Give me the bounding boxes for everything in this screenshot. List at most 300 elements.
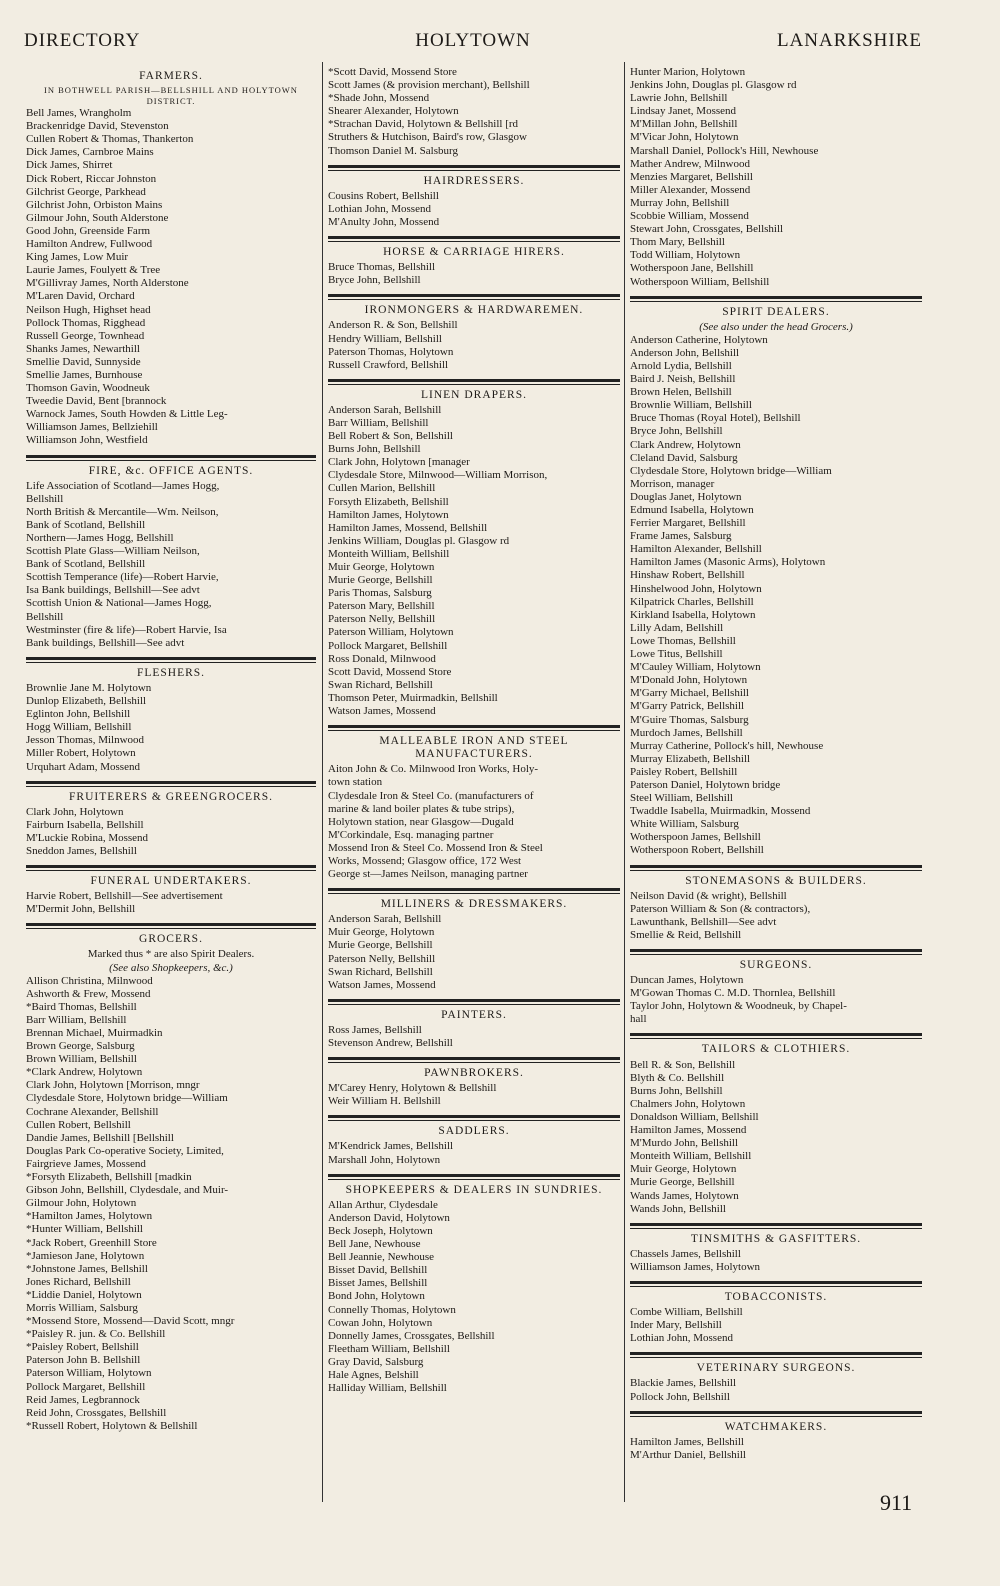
directory-section [630, 1411, 922, 1462]
section-divider [328, 1174, 620, 1180]
section-heading: HAIRDRESSERS. [423, 174, 525, 187]
directory-entry: *Strachan David, Holytown & Bellshill [rd [328, 118, 519, 131]
section-heading: FRUITERERS & GREENGROCERS. [69, 790, 273, 803]
directory-entry: Ross Donald, Milnwood [328, 652, 436, 665]
directory-entry: Cullen Marion, Bellshill [328, 482, 436, 495]
directory-section [630, 1281, 922, 1345]
directory-entry: *Jack Robert, Greenhill Store [26, 1236, 157, 1249]
directory-entry: Thomson Peter, Muirmadkin, Bellshill [328, 691, 498, 704]
directory-entry: Pollock John, Bellshill [630, 1390, 730, 1403]
section-heading: MALLEABLE IRON AND STEEL MANUFACTURERS. [379, 735, 569, 761]
directory-entry: Brown Helen, Bellshill [630, 386, 732, 399]
directory-entry: Bryce John, Bellshill [328, 274, 421, 287]
directory-entry: Gilmour John, South Alderstone [26, 211, 169, 224]
directory-entry: Thom Mary, Bellshill [630, 236, 725, 249]
directory-entry: Hinshaw Robert, Bellshill [630, 569, 745, 582]
directory-section [328, 1057, 620, 1108]
directory-entry: Clark John, Holytown [26, 805, 124, 818]
directory-entry: Bruce Thomas (Royal Hotel), Bellshill [630, 412, 801, 425]
directory-entry: Paterson Nelly, Bellshill [328, 613, 436, 626]
directory-entry: Clark John, Holytown [Morrison, mngr [26, 1079, 200, 1092]
directory-section [328, 725, 620, 881]
section-heading: FIRE, &c. OFFICE AGENTS. [88, 464, 254, 477]
section-divider [630, 1223, 922, 1229]
directory-entry: Beck Joseph, Holytown [328, 1224, 433, 1237]
directory-entry: Hinshelwood John, Holytown [630, 582, 762, 595]
directory-entry: Todd William, Holytown [630, 249, 741, 262]
directory-entry: Murie George, Bellshill [630, 1176, 735, 1189]
directory-entry: Stevenson Andrew, Bellshill [328, 1037, 453, 1049]
directory-entry: *Paisley Robert, Bellshill [26, 1341, 139, 1354]
directory-entry: Good John, Greenside Farm [26, 224, 151, 237]
section-heading: MILLINERS & DRESSMAKERS. [380, 898, 568, 911]
directory-entry: Pollock Thomas, Rigghead [26, 316, 146, 329]
directory-entry: Smellie James, Burnhouse [26, 368, 143, 381]
directory-entry: Jenkins William, Douglas pl. Glasgow rd [328, 534, 510, 547]
directory-entry: Neilson Hugh, Highset head [26, 303, 151, 316]
directory-entry: *Clark Andrew, Holytown [26, 1066, 143, 1079]
directory-entry: Jones Richard, Bellshill [26, 1275, 131, 1288]
directory-section [26, 70, 316, 448]
directory-entry: Lindsay Janet, Mossend [630, 105, 737, 118]
directory-entry: Bell Robert & Son, Bellshill [328, 430, 453, 443]
section-divider [630, 1281, 922, 1287]
section-heading: HORSE & CARRIAGE HIRERS. [383, 246, 565, 259]
directory-entry: Hale Agnes, Belshill [328, 1368, 419, 1381]
directory-entry: Brackenridge David, Stevenston [26, 120, 169, 133]
directory-entry: Blackie James, Bellshill [630, 1377, 737, 1390]
directory-entry: Edmund Isabella, Holytown [630, 504, 754, 516]
column-2 [328, 66, 620, 1395]
directory-section [328, 294, 620, 371]
directory-entry: Bell R. & Son, Bellshill [630, 1058, 736, 1071]
directory-entry: Paris Thomas, Salsburg [328, 587, 432, 600]
directory-entry: Works, Mossend; Glasgow office, 172 West [328, 854, 522, 867]
directory-entry: Bell James, Wrangholm [26, 107, 132, 120]
section-heading: STONEMASONS & BUILDERS. [685, 874, 867, 887]
directory-entry: Gibson John, Bellshill, Clydesdale, and Muir- [26, 1184, 229, 1197]
directory-entry: Donaldson William, Bellshill [630, 1110, 759, 1123]
directory-entry: M'Murdo John, Bellshill [630, 1137, 739, 1150]
directory-entry: Connelly Thomas, Holytown [328, 1303, 456, 1316]
directory-entry: Bank of Scotland, Bellshill [26, 558, 146, 571]
directory-entry: Twaddle Isabella, Muirmadkin, Mossend [630, 805, 811, 818]
directory-entry: Eglinton John, Bellshill [26, 708, 131, 721]
directory-entry: Cousins Robert, Bellshill [328, 189, 439, 202]
directory-entry: Lowe Thomas, Bellshill [630, 634, 736, 647]
directory-entry: Thomson Gavin, Woodneuk [26, 382, 150, 395]
directory-section [630, 949, 922, 1026]
section-divider [328, 379, 620, 385]
directory-entry: Smellie David, Sunnyside [26, 355, 141, 368]
directory-entry: marine & land boiler plates & tube strips), [328, 802, 515, 815]
directory-entry: Tweedie David, Bent [brannock [26, 395, 167, 408]
directory-entry: M'Arthur Daniel, Bellshill [630, 1448, 746, 1461]
directory-entry: Ashworth & Frew, Mossend [26, 987, 151, 1000]
section-divider [630, 1411, 922, 1417]
directory-entry: Laurie James, Foulyett & Tree [26, 264, 161, 277]
section-note: Marked thus * are also Spirit Dealers. [87, 948, 255, 961]
section-divider [630, 865, 922, 871]
directory-entry: Taylor John, Holytown & Woodneuk, by Chapel- [630, 1000, 847, 1013]
directory-entry: Clydesdale Iron & Steel Co. (manufacturers of [328, 789, 534, 802]
directory-entry: Life Association of Scotland—James Hogg, [26, 479, 220, 492]
section-heading: TAILORS & CLOTHIERS. [701, 1043, 851, 1056]
directory-section [630, 865, 922, 942]
directory-section [328, 1174, 620, 1396]
directory-entry: Northern—James Hogg, Bellshill [26, 532, 174, 544]
directory-entry: Cullen Robert, Bellshill [26, 1118, 131, 1131]
directory-entry: Kilpatrick Charles, Bellshill [630, 595, 754, 608]
directory-entry: Lilly Adam, Bellshill [630, 621, 724, 634]
directory-entry: Pollock Margaret, Bellshill [26, 1380, 146, 1393]
directory-entry: Murie George, Bellshill [328, 939, 433, 952]
directory-entry: Clydesdale Store, Holytown bridge—William [630, 464, 832, 477]
directory-entry: Cullen Robert & Thomas, Thankerton [26, 133, 194, 146]
section-heading: TINSMITHS & GASFITTERS. [690, 1232, 862, 1245]
directory-entry: Clydesdale Store, Holytown bridge—William [26, 1092, 228, 1105]
section-heading: SHOPKEEPERS & DEALERS IN SUNDRIES. [345, 1183, 603, 1196]
directory-section [328, 165, 620, 229]
directory-entry: Shearer Alexander, Holytown [328, 105, 459, 118]
directory-section [328, 888, 620, 992]
directory-entry: M'Luckie Robina, Mossend [26, 831, 149, 844]
directory-section [26, 455, 316, 650]
directory-section [630, 66, 922, 289]
section-heading: FUNERAL UNDERTAKERS. [90, 875, 252, 888]
directory-entry: Hamilton James (Masonic Arms), Holytown [630, 556, 826, 569]
directory-entry: Warnock James, South Howden & Little Leg- [26, 408, 228, 421]
section-subheading: IN BOTHWELL PARISH—BELLSHILL AND HOLYTOWN DISTRICT. [44, 85, 298, 107]
page-header [24, 30, 922, 56]
directory-entry: Morrison, manager [630, 477, 715, 490]
directory-entry: Dick Robert, Riccar Johnston [26, 172, 157, 185]
directory-entry: Williamson James, Holytown [630, 1260, 761, 1273]
directory-entry: Watson James, Mossend [328, 978, 436, 991]
directory-entry: Hamilton James, Holytown [328, 508, 449, 521]
directory-entry: Lawunthank, Bellshill—See advt [630, 915, 777, 928]
column-divider [322, 62, 323, 1502]
directory-entry: Paterson William & Son (& contractors), [630, 902, 811, 915]
section-divider [26, 865, 316, 871]
directory-entry: M'Guire Thomas, Salsburg [630, 713, 749, 726]
directory-entry: *Forsyth Elizabeth, Bellshill [madkin [26, 1171, 192, 1184]
section-heading: TOBACCONISTS. [724, 1290, 828, 1303]
header-town: HOLYTOWN [415, 30, 531, 51]
directory-entry: Arnold Lydia, Bellshill [630, 359, 732, 372]
section-crossref: (See also Shopkeepers, &c.) [109, 961, 233, 974]
section-heading: LINEN DRAPERS. [420, 388, 527, 401]
directory-entry: M'Garry Patrick, Bellshill [630, 700, 745, 713]
directory-entry: Frame James, Salsburg [630, 530, 732, 543]
directory-section [26, 657, 316, 774]
directory-entry: Burns John, Bellshill [328, 443, 421, 456]
directory-entry: Bryce John, Bellshill [630, 425, 723, 438]
directory-entry: *Hunter William, Bellshill [26, 1223, 143, 1236]
directory-entry: Donnelly James, Crossgates, Bellshill [328, 1329, 495, 1342]
column-divider [624, 62, 625, 1502]
directory-entry: M'Carey Henry, Holytown & Bellshill [328, 1082, 497, 1095]
directory-entry: Paterson Nelly, Bellshill [328, 952, 436, 965]
section-divider [328, 236, 620, 242]
directory-entry: Fleetham William, Bellshill [328, 1342, 450, 1355]
directory-entry: Lothian John, Mossend [630, 1332, 733, 1345]
directory-entry: *Hamilton James, Holytown [26, 1210, 153, 1223]
directory-section [26, 781, 316, 858]
directory-entry: Lawrie John, Bellshill [630, 92, 728, 105]
directory-entry: Dandie James, Bellshill [Bellshill [26, 1131, 174, 1144]
directory-entry: Hogg William, Bellshill [26, 721, 132, 734]
directory-entry: Wotherspoon James, Bellshill [630, 831, 761, 844]
directory-entry: Scottish Temperance (life)—Robert Harvie, [26, 571, 219, 584]
directory-section [630, 296, 922, 858]
directory-entry: Neilson David (& wright), Bellshill [630, 889, 787, 902]
directory-section [328, 379, 620, 718]
directory-entry: Lothian John, Mossend [328, 202, 431, 215]
directory-entry: Baird J. Neish, Bellshill [630, 373, 736, 386]
directory-entry: Watson James, Mossend [328, 705, 436, 718]
directory-entry: *Paisley R. jun. & Co. Bellshill [26, 1328, 166, 1341]
directory-entry: Thomson Daniel M. Salsburg [328, 144, 458, 157]
directory-entry: Jenkins John, Douglas pl. Glasgow rd [630, 79, 797, 92]
directory-entry: town station [328, 776, 383, 789]
directory-entry: Bruce Thomas, Bellshill [328, 261, 436, 274]
directory-entry: *Liddie Daniel, Holytown [26, 1288, 142, 1301]
directory-entry: Paterson John B. Bellshill [26, 1354, 141, 1367]
directory-entry: Swan Richard, Bellshill [328, 965, 433, 978]
section-divider [630, 949, 922, 955]
directory-entry: *Mossend Store, Mossend—David Scott, mngr [26, 1315, 235, 1328]
section-divider [26, 455, 316, 461]
section-divider [328, 1115, 620, 1121]
directory-entry: Lowe Titus, Bellshill [630, 648, 723, 661]
directory-entry: Clark Andrew, Holytown [630, 438, 741, 451]
directory-section [328, 236, 620, 287]
directory-entry: Reid James, Legbrannock [26, 1393, 140, 1406]
directory-entry: Murdoch James, Bellshill [630, 726, 743, 739]
directory-entry: White William, Salsburg [630, 818, 739, 831]
header-directory: DIRECTORY [24, 30, 141, 51]
directory-entry: King James, Low Muir [26, 251, 129, 264]
directory-entry: Brennan Michael, Muirmadkin [26, 1027, 163, 1039]
directory-entry: Westminster (fire & life)—Robert Harvie, Isa [26, 623, 227, 636]
directory-entry: Wotherspoon Jane, Bellshill [630, 262, 754, 275]
directory-entry: Wotherspoon William, Bellshill [630, 275, 770, 288]
directory-entry: M'Dermit John, Bellshill [26, 903, 136, 916]
section-divider [630, 1352, 922, 1358]
directory-entry: Murray John, Bellshill [630, 196, 730, 209]
directory-entry: Dick James, Shirret [26, 159, 113, 172]
directory-entry: Russell George, Townhead [26, 329, 145, 342]
directory-entry: Scott David, Mossend Store [328, 665, 452, 678]
directory-entry: Williamson James, Bellziehill [26, 421, 158, 434]
directory-entry: Sneddon James, Bellshill [26, 844, 137, 857]
section-heading: SPIRIT DEALERS. [722, 305, 830, 318]
section-heading: IRONMONGERS & HARDWAREMEN. [364, 304, 584, 317]
directory-entry: Stewart John, Crossgates, Bellshill [630, 223, 784, 236]
directory-section [26, 865, 316, 916]
directory-entry: Kirkland Isabella, Holytown [630, 608, 756, 621]
directory-entry: hall [630, 1013, 647, 1026]
directory-entry: Jesson Thomas, Milnwood [26, 734, 145, 747]
directory-entry: Allan Arthur, Clydesdale [328, 1198, 438, 1211]
section-crossref: (See also under the head Grocers.) [699, 320, 853, 333]
directory-section [328, 1115, 620, 1166]
directory-entry: M'Gowan Thomas C. M.D. Thornlea, Bellshill [630, 987, 836, 1000]
directory-entry: Barr William, Bellshill [328, 416, 429, 429]
section-heading: VETERINARY SURGEONS. [696, 1362, 856, 1375]
directory-entry: Scottish Union & National—James Hogg, [26, 597, 212, 610]
directory-entry: Gilchrist George, Parkhead [26, 185, 146, 198]
directory-entry: Bell Jane, Newhouse [328, 1238, 421, 1251]
directory-entry: Anderson Sarah, Bellshill [328, 403, 442, 416]
directory-entry: M'Cauley William, Holytown [630, 661, 761, 674]
directory-section [630, 1223, 922, 1274]
directory-entry: Brown George, Salsburg [26, 1040, 135, 1053]
directory-entry: Douglas Janet, Holytown [630, 490, 742, 503]
directory-entry: M'Gillivray James, North Alderstone [26, 277, 189, 290]
directory-entry: Brownlie William, Bellshill [630, 399, 752, 412]
directory-entry: *Jamieson Jane, Holytown [26, 1249, 145, 1262]
directory-entry: M'Kendrick James, Bellshill [328, 1140, 454, 1153]
directory-entry: Morris William, Salsburg [26, 1301, 138, 1314]
directory-entry: M'Vicar John, Holytown [630, 131, 739, 144]
section-divider [630, 296, 922, 302]
directory-entry: Gilchrist John, Orbiston Mains [26, 198, 163, 211]
directory-entry: Hamilton Alexander, Bellshill [630, 543, 762, 556]
directory-entry: Bisset James, Bellshill [328, 1277, 428, 1290]
directory-entry: Murray Catherine, Pollock's hill, Newhouse [630, 739, 824, 752]
directory-entry: Wands James, Holytown [630, 1189, 739, 1202]
directory-entry: Hamilton Andrew, Fullwood [26, 238, 153, 251]
directory-entry: *Russell Robert, Holytown & Bellshill [26, 1419, 198, 1432]
section-divider [328, 999, 620, 1005]
directory-entry: Wands John, Bellshill [630, 1202, 726, 1215]
section-heading: FARMERS. [139, 70, 203, 82]
page-number: 911 [880, 1490, 913, 1515]
header-county: LANARKSHIRE [776, 30, 922, 51]
directory-entry: Paisley Robert, Bellshill [630, 765, 738, 778]
directory-entry: Brown William, Bellshill [26, 1053, 137, 1066]
directory-entry: Hendry William, Bellshill [328, 332, 442, 345]
section-heading: SURGEONS. [739, 959, 813, 971]
directory-entry: Smellie & Reid, Bellshill [630, 928, 742, 941]
directory-entry: Mather Andrew, Milnwood [630, 157, 750, 170]
directory-entry: Hamilton James, Mossend [630, 1124, 747, 1137]
directory-entry: George st—James Neilson, managing partner [328, 868, 528, 881]
directory-section [630, 1352, 922, 1403]
section-divider [26, 781, 316, 787]
directory-entry: Russell Crawford, Bellshill [328, 358, 449, 371]
directory-entry: Harvie Robert, Bellshill—See advertisement [26, 890, 223, 903]
directory-entry: Clark John, Holytown [manager [328, 456, 470, 469]
directory-entry: M'Donald John, Holytown [630, 674, 748, 687]
directory-entry: *Baird Thomas, Bellshill [26, 1000, 137, 1013]
section-divider [328, 165, 620, 171]
directory-entry: Cowan John, Holytown [328, 1316, 433, 1329]
directory-entry: Paterson Thomas, Holytown [328, 345, 454, 358]
directory-entry: Clydesdale Store, Milnwood—William Morrison, [328, 469, 548, 482]
directory-entry: M'Anulty John, Mossend [328, 215, 440, 228]
directory-entry: Paterson Daniel, Holytown bridge [630, 778, 781, 791]
directory-entry: Murie George, Bellshill [328, 574, 433, 587]
directory-entry: Inder Mary, Bellshill [630, 1319, 722, 1332]
section-divider [26, 923, 316, 929]
directory-entry: Chalmers John, Holytown [630, 1097, 746, 1110]
directory-entry: Williamson John, Westfield [26, 434, 148, 447]
section-heading: FLESHERS. [136, 666, 206, 679]
column-3 [630, 66, 922, 1462]
directory-entry: Muir George, Holytown [328, 926, 435, 939]
directory-entry: M'Laren David, Orchard [26, 290, 135, 303]
directory-entry: Miller Alexander, Mossend [630, 183, 751, 196]
directory-entry: Barr William, Bellshill [26, 1013, 127, 1026]
section-heading: GROCERS. [139, 933, 203, 946]
directory-entry: Fairburn Isabella, Bellshill [26, 818, 144, 831]
section-divider [328, 725, 620, 731]
directory-entry: Menzies Margaret, Bellshill [630, 170, 753, 183]
directory-entry: Reid John, Crossgates, Bellshill [26, 1406, 167, 1419]
directory-entry: Anderson David, Holytown [328, 1211, 450, 1224]
directory-entry: Bell Jeannie, Newhouse [328, 1251, 434, 1264]
directory-entry: Muir George, Holytown [630, 1163, 737, 1176]
directory-entry: Bellshill [26, 610, 64, 623]
directory-entry: Shanks James, Newarthill [26, 342, 140, 355]
column-1 [26, 66, 316, 1433]
section-heading: PAWNBROKERS. [424, 1067, 524, 1080]
directory-entry: Monteith William, Bellshill [630, 1150, 752, 1163]
section-divider [328, 1057, 620, 1063]
directory-entry: Cleland David, Salsburg [630, 451, 738, 464]
directory-entry: Hamilton James, Mossend, Bellshill [328, 521, 488, 534]
directory-entry: Combe William, Bellshill [630, 1306, 743, 1319]
directory-entry: Miller Robert, Holytown [26, 747, 136, 760]
directory-entry: Bellshill [26, 492, 64, 505]
directory-entry: Anderson Sarah, Bellshill [328, 913, 442, 926]
directory-entry: *Shade John, Mossend [328, 92, 430, 105]
directory-entry: Gray David, Salsburg [328, 1355, 424, 1368]
directory-entry: Urquhart Adam, Mossend [26, 760, 140, 773]
directory-entry: Aiton John & Co. Milnwood Iron Works, Holy- [328, 763, 539, 776]
directory-entry: Bank of Scotland, Bellshill [26, 518, 146, 531]
directory-entry: Bond John, Holytown [328, 1290, 425, 1303]
directory-entry: *Johnstone James, Bellshill [26, 1262, 148, 1275]
directory-entry: Duncan James, Holytown [630, 974, 744, 987]
directory-entry: Hunter Marion, Holytown [630, 66, 746, 78]
directory-entry: Halliday William, Bellshill [328, 1382, 447, 1395]
directory-entry: Mossend Iron & Steel Co. Mossend Iron & Steel [328, 841, 543, 854]
directory-entry: Swan Richard, Bellshill [328, 678, 433, 691]
directory-entry: Monteith William, Bellshill [328, 547, 450, 560]
directory-entry: Chassels James, Bellshill [630, 1247, 741, 1260]
directory-entry: Marshall Daniel, Pollock's Hill, Newhouse [630, 144, 819, 157]
section-heading: SADDLERS. [438, 1125, 510, 1138]
directory-entry: Marshall John, Holytown [328, 1153, 441, 1166]
directory-entry: Fairgrieve James, Mossend [26, 1157, 146, 1170]
directory-entry: Gilmour John, Holytown [26, 1197, 137, 1210]
directory-entry: Paterson Mary, Bellshill [328, 600, 435, 613]
directory-entry: Anderson Catherine, Holytown [630, 333, 768, 346]
directory-entry: Blyth & Co. Bellshill [630, 1071, 725, 1084]
directory-entry: Paterson William, Holytown [328, 626, 454, 639]
directory-entry: Muir George, Holytown [328, 561, 435, 573]
directory-entry: Murray Elizabeth, Bellshill [630, 752, 751, 765]
directory-section [630, 1033, 922, 1215]
directory-entry: Weir William H. Bellshill [328, 1095, 441, 1108]
directory-section [328, 999, 620, 1050]
directory-entry: Dunlop Elizabeth, Bellshill [26, 695, 147, 708]
directory-entry: Allison Christina, Milnwood [26, 974, 153, 987]
